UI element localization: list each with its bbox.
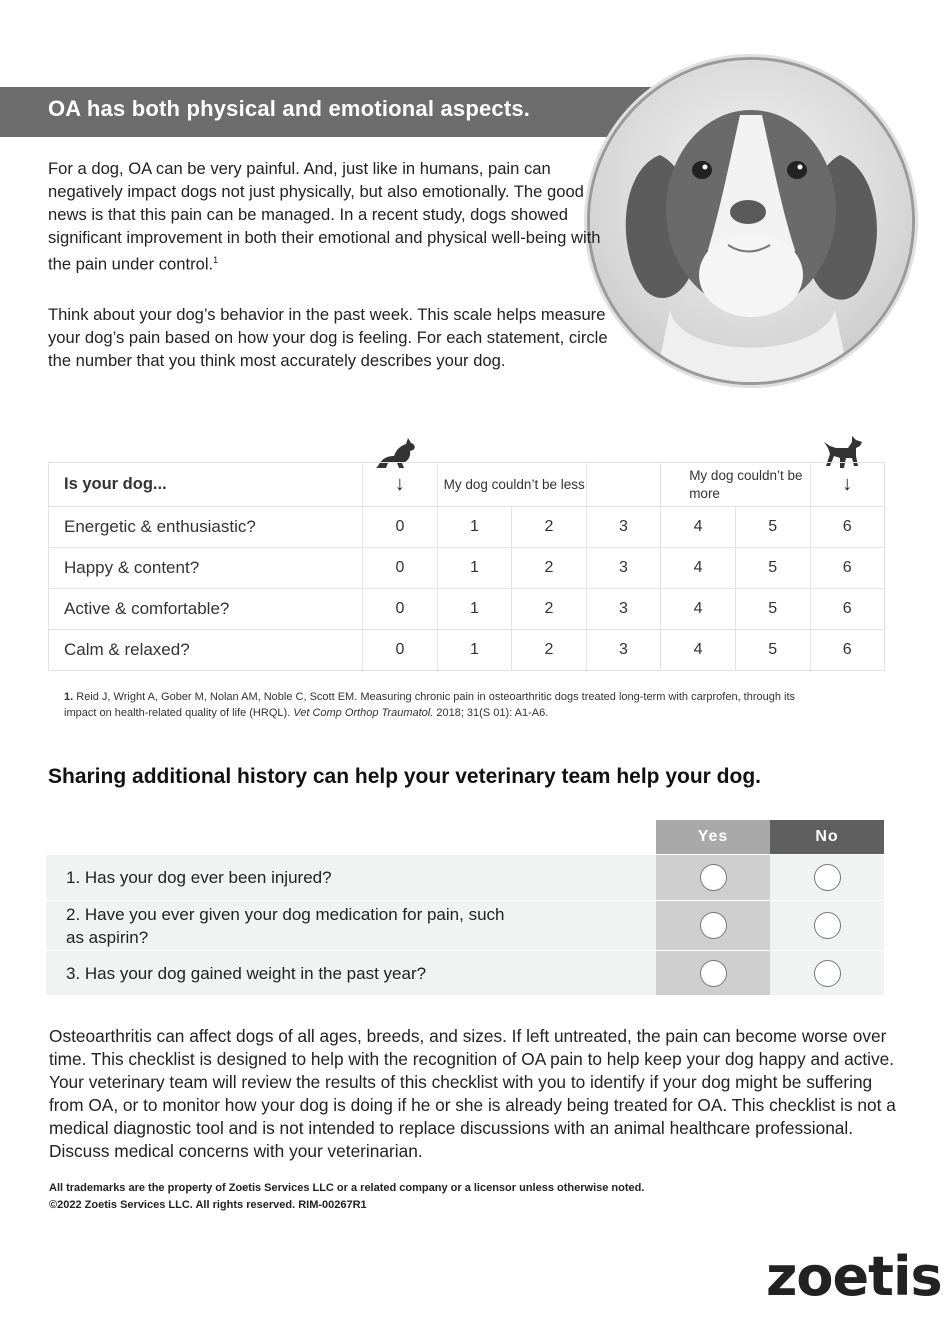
history-row — [46, 901, 884, 950]
history-row — [46, 951, 884, 995]
reference-footnote — [64, 689, 824, 721]
less-label-cell — [437, 463, 586, 507]
reference-journal: Vet Comp Orthop Traumatol. — [293, 707, 434, 719]
history-heading: Sharing additional history can help your veterinary team help your dog. — [48, 765, 761, 788]
scale-row — [49, 589, 885, 630]
reference-text: Reid J, Wright A, Gober M, Nolan AM, Noble C, Scott EM. Measuring chronic pain in osteoarthritic dogs treated long-term with carprofen, through its impact on health-related quality of life (HRQL). — [64, 691, 796, 719]
history-question: 3. Has your dog gained weight in the past year? — [66, 963, 427, 983]
scale-value[interactable]: 1 — [437, 630, 512, 671]
history-header-row — [46, 820, 884, 854]
legal-notice — [49, 1180, 644, 1214]
scale-value[interactable]: 2 — [512, 630, 587, 671]
scale-value[interactable]: 5 — [735, 630, 810, 671]
no-cell — [770, 901, 884, 950]
no-cell — [770, 855, 884, 900]
scale-value[interactable]: 2 — [512, 507, 587, 548]
more-label: My dog couldn’t be more — [689, 467, 803, 501]
header-spacer — [46, 820, 656, 854]
no-radio[interactable] — [814, 864, 841, 891]
header-banner — [0, 87, 680, 137]
no-cell — [770, 951, 884, 995]
yes-cell — [656, 951, 770, 995]
scale-value[interactable]: 3 — [586, 548, 660, 589]
history-table — [46, 820, 884, 995]
scale-value[interactable]: 1 — [437, 548, 512, 589]
reference-number: 1. — [64, 691, 74, 703]
footnote-marker: 1 — [213, 255, 219, 265]
pain-scale-table — [48, 462, 885, 671]
zoetis-logo: zoetis — [766, 1245, 942, 1308]
dog-photo — [590, 60, 912, 382]
intro-paragraph-1 — [48, 157, 618, 276]
scale-value[interactable]: 6 — [810, 507, 885, 548]
yes-radio[interactable] — [700, 960, 727, 987]
scale-value[interactable]: 3 — [586, 589, 660, 630]
scale-value[interactable]: 3 — [586, 507, 660, 548]
more-label-cell — [661, 463, 810, 507]
yes-radio[interactable] — [700, 912, 727, 939]
scale-value[interactable]: 5 — [735, 589, 810, 630]
yes-radio[interactable] — [700, 864, 727, 891]
scale-value[interactable]: 0 — [363, 548, 437, 589]
scale-value[interactable]: 1 — [437, 589, 512, 630]
closing-paragraph: Osteoarthritis can affect dogs of all ages, breeds, and sizes. If left untreated, the pain can become worse over time. This checklist is designed to help with the recognition of OA pain to help keep your dog happy and active. Your veterinary team will review the results of this checklist with you to identify if your dog might be suffering from OA, or to monitor how your dog is doing if he or she is already being treated for OA. This checklist is not a medical diagnostic tool and is not intended to replace discussions with an animal healthcare professional. Discuss medical concerns with your veterinarian. — [49, 1026, 896, 1161]
page-title: OA has both physical and emotional aspects. — [48, 96, 531, 121]
no-radio[interactable] — [814, 960, 841, 987]
down-arrow-icon: ↓ — [810, 463, 885, 507]
yes-cell — [656, 855, 770, 900]
scale-value[interactable]: 6 — [810, 589, 885, 630]
scale-header-spacer — [586, 463, 660, 507]
scale-row — [49, 630, 885, 671]
no-radio[interactable] — [814, 912, 841, 939]
scale-value[interactable]: 1 — [437, 507, 512, 548]
intro-text-1: For a dog, OA can be very painful. And, just like in humans, pain can negatively impact dogs not just physically, but also emotionally. The good news is that this pain can be managed. In a recent study, dogs showed significant improvement in both their emotional and physical well-being with the pain under control. — [48, 159, 601, 274]
history-row — [46, 855, 884, 900]
scale-value[interactable]: 3 — [586, 630, 660, 671]
scale-value[interactable]: 6 — [810, 630, 885, 671]
scale-row — [49, 548, 885, 589]
scale-value[interactable]: 5 — [735, 548, 810, 589]
scale-row-label: Happy & content? — [49, 548, 363, 589]
scale-row — [49, 507, 885, 548]
yes-column-header: Yes — [656, 820, 770, 854]
history-question: 2. Have you ever given your dog medication for pain, such as aspirin? — [66, 904, 505, 947]
scale-value[interactable]: 4 — [661, 548, 736, 589]
scale-value[interactable]: 0 — [363, 507, 437, 548]
scale-value[interactable]: 2 — [512, 548, 587, 589]
scale-value[interactable]: 4 — [661, 507, 736, 548]
yes-cell — [656, 901, 770, 950]
no-column-header: No — [770, 820, 884, 854]
scale-value[interactable]: 4 — [661, 589, 736, 630]
scale-question-header: Is your dog... — [49, 463, 363, 507]
trademark-line: All trademarks are the property of Zoetis Services LLC or a related company or a licensor unless otherwise noted. — [49, 1182, 645, 1194]
reference-citation: 2018; 31(S 01): A1-A6. — [436, 707, 549, 719]
down-arrow-icon: ↓ — [363, 463, 437, 507]
intro-paragraph-2: Think about your dog’s behavior in the past week. This scale helps measure your dog’s pain based on how your dog is feeling. For each statement, circle the number that you think most accurately describes your dog. — [48, 305, 608, 370]
dog-portrait-icon — [590, 60, 912, 382]
scale-value[interactable]: 0 — [363, 589, 437, 630]
scale-header-row — [49, 463, 885, 507]
scale-row-label: Active & comfortable? — [49, 589, 363, 630]
copyright-line: ©2022 Zoetis Services LLC. All rights reserved. RIM-00267R1 — [49, 1199, 367, 1211]
scale-value[interactable]: 2 — [512, 589, 587, 630]
scale-value[interactable]: 4 — [661, 630, 736, 671]
less-label: My dog couldn’t be less — [443, 476, 585, 492]
scale-value[interactable]: 6 — [810, 548, 885, 589]
scale-value[interactable]: 5 — [735, 507, 810, 548]
scale-row-label: Energetic & enthusiastic? — [49, 507, 363, 548]
history-question: 1. Has your dog ever been injured? — [66, 868, 332, 887]
scale-value[interactable]: 0 — [363, 630, 437, 671]
scale-row-label: Calm & relaxed? — [49, 630, 363, 671]
